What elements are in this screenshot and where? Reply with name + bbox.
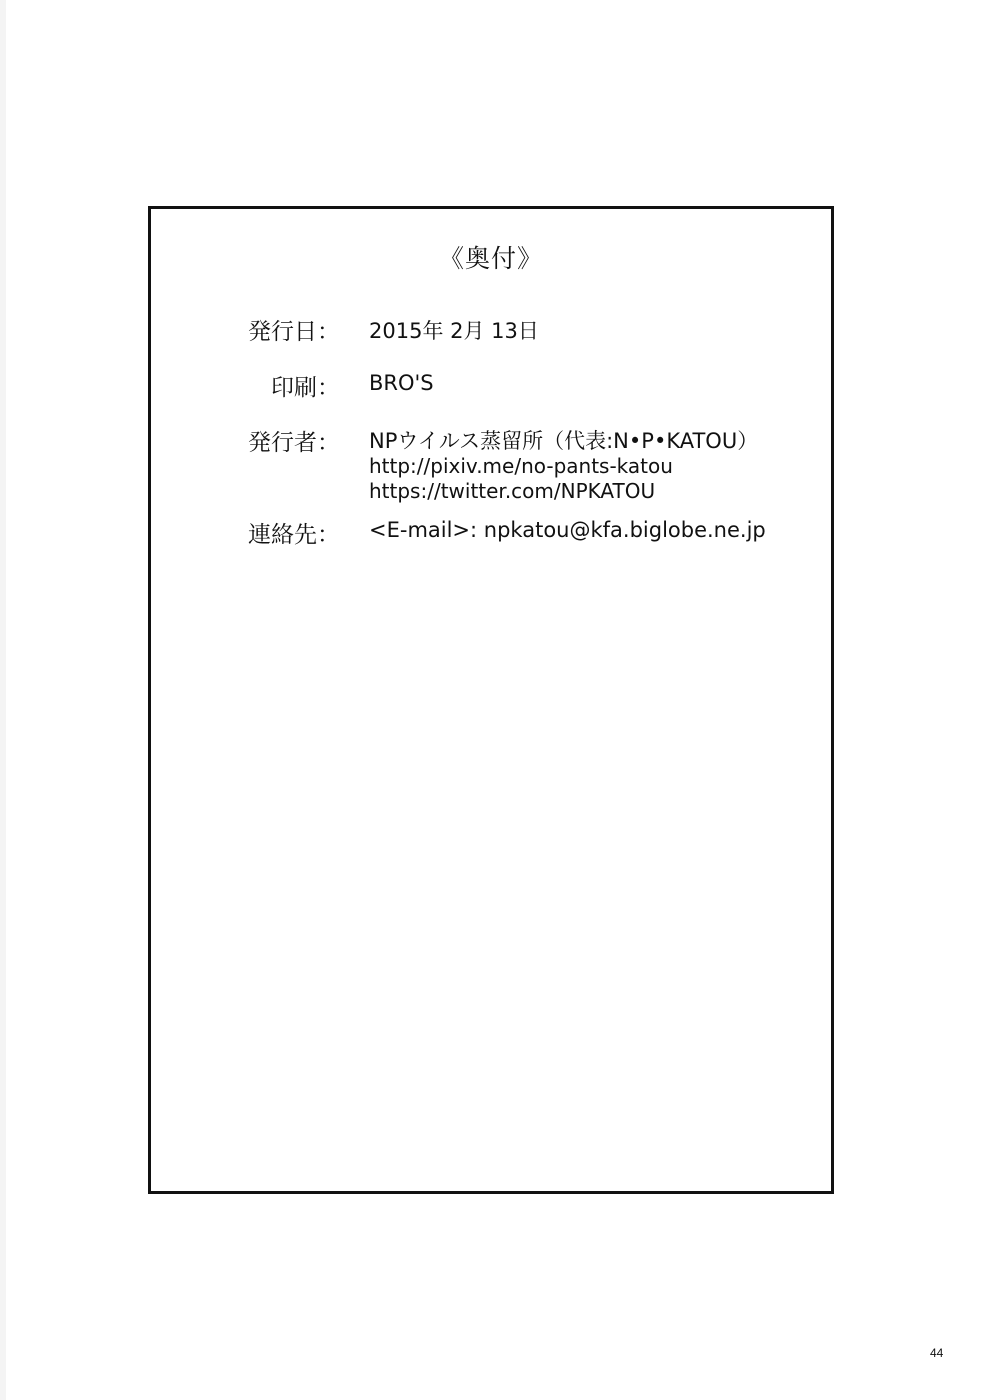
page-edge-shadow xyxy=(0,0,6,1400)
publish-date-label: 発行日： xyxy=(248,319,340,345)
publisher-pixiv-link[interactable]: http://pixiv.me/no-pants-katou xyxy=(369,454,673,478)
publisher-label: 発行者： xyxy=(248,430,340,456)
colophon-title: 《奥付》 xyxy=(438,244,543,273)
publish-date-value: 2015年 2月 13日 xyxy=(369,319,539,343)
printer-label: 印刷： xyxy=(271,375,340,401)
printer-value: BRO'S xyxy=(369,371,434,395)
contact-label: 連絡先： xyxy=(248,522,340,548)
publisher-twitter-link[interactable]: https://twitter.com/NPKATOU xyxy=(369,479,656,503)
page-number: 44 xyxy=(930,1346,944,1360)
contact-email[interactable]: <E-mail>: npkatou@kfa.biglobe.ne.jp xyxy=(369,518,766,542)
publisher-value: NPウイルス蒸留所（代表:N•P•KATOU） xyxy=(369,429,759,453)
colophon-frame xyxy=(148,206,834,1194)
